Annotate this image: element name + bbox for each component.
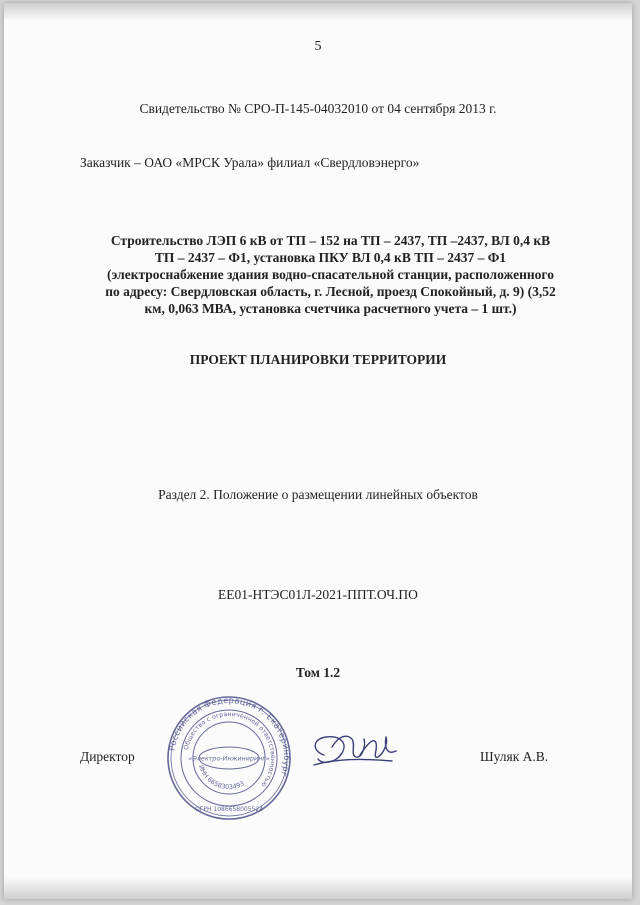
- seal-inn: ИНН 6658303493: [196, 763, 246, 792]
- project-title-line: по адресу: Свердловская область, г. Лесной, проезд Спокойный, д. 9) (3,52: [105, 284, 556, 299]
- document-kind-heading: ПРОЕКТ ПЛАНИРОВКИ ТЕРРИТОРИИ: [189, 352, 447, 367]
- section-title: Раздел 2. Положение о размещении линейных объектов: [158, 487, 478, 502]
- scan-shadow-bottom: [4, 877, 632, 899]
- volume-label: Том 1.2: [295, 665, 341, 680]
- document-page: [4, 3, 632, 899]
- seal-center-text: «Электро-Инжиниринг»: [188, 754, 270, 763]
- director-name: Шуляк А.В.: [480, 749, 549, 764]
- customer-line: Заказчик – ОАО «МРСК Урала» филиал «Свердловэнерго»: [80, 155, 420, 170]
- seal-middle-text: Общество с ограниченной ответственностью: [182, 710, 277, 789]
- project-title: [74, 232, 587, 317]
- seal-ogrn: ОГРН 1086658005524: [194, 806, 264, 813]
- certificate-line: Свидетельство № СРО-П-145-04032010 от 04 сентября 2013 г.: [139, 101, 497, 116]
- document-code: ЕЕ01-НТЭС01Л-2021-ППТ.ОЧ.ПО: [218, 587, 418, 602]
- project-title-line: Строительство ЛЭП 6 кВ от ТП – 152 на ТП – 2437, ТП –2437, ВЛ 0,4 кВ: [110, 233, 551, 248]
- company-seal-icon: [164, 696, 294, 820]
- director-label: Директор: [80, 749, 135, 764]
- svg-text:ИНН 6658303493: [197, 764, 246, 791]
- signature-icon: [304, 725, 404, 775]
- seal-outer-text: Российская Федерация г. Екатеринбург: [166, 696, 293, 779]
- scan-shadow-top: [4, 3, 632, 21]
- project-title-line: ТП – 2437 – Ф1, установка ПКУ ВЛ 0,4 кВ ТП – 2437 – Ф1: [154, 250, 507, 265]
- project-title-line: км, 0,063 МВА, установка счетчика расчетного учета – 1 шт.): [144, 301, 517, 316]
- project-title-line: (электроснабжение здания водно-спасательной станции, расположенного: [107, 267, 554, 282]
- page-number: 5: [314, 39, 322, 54]
